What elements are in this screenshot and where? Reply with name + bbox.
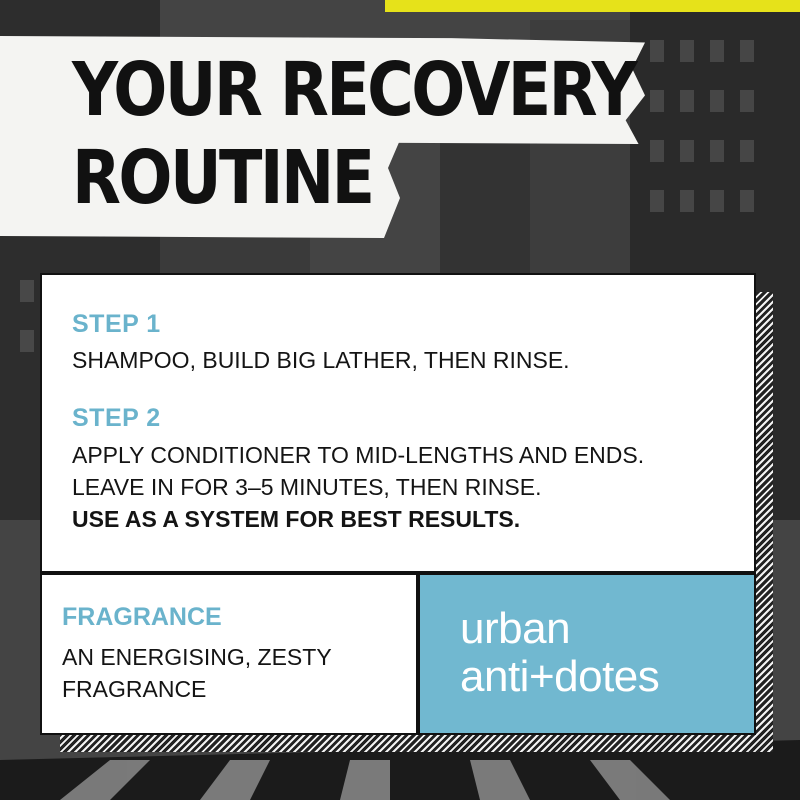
step-2-text <box>72 439 644 535</box>
yellow-tape-strip <box>385 0 800 12</box>
brand-logo <box>460 605 659 701</box>
title-line-1: YOUR RECOVERY <box>72 47 636 133</box>
brand-logo-line-2: anti+dotes <box>460 652 660 701</box>
step-2-title: STEP 2 <box>72 404 161 432</box>
step-1-line-1: SHAMPOO, BUILD BIG LATHER, THEN RINSE. <box>72 347 570 373</box>
step-2-line-2: LEAVE IN FOR 3–5 MINUTES, THEN RINSE. <box>72 474 542 500</box>
step-1-text <box>72 344 570 376</box>
fragrance-description: AN ENERGISING, ZESTY FRAGRANCE <box>62 644 332 702</box>
step-2-line-1: APPLY CONDITIONER TO MID-LENGTHS AND ENDS. <box>72 442 645 468</box>
step-1-title: STEP 1 <box>72 310 161 338</box>
brand-logo-line-1: urban <box>460 604 571 653</box>
title-line-2: ROUTINE <box>72 135 373 221</box>
page-title <box>72 46 635 222</box>
fragrance-title: FRAGRANCE <box>62 603 222 631</box>
step-2-emphasis: USE AS A SYSTEM FOR BEST RESULTS. <box>72 506 521 532</box>
